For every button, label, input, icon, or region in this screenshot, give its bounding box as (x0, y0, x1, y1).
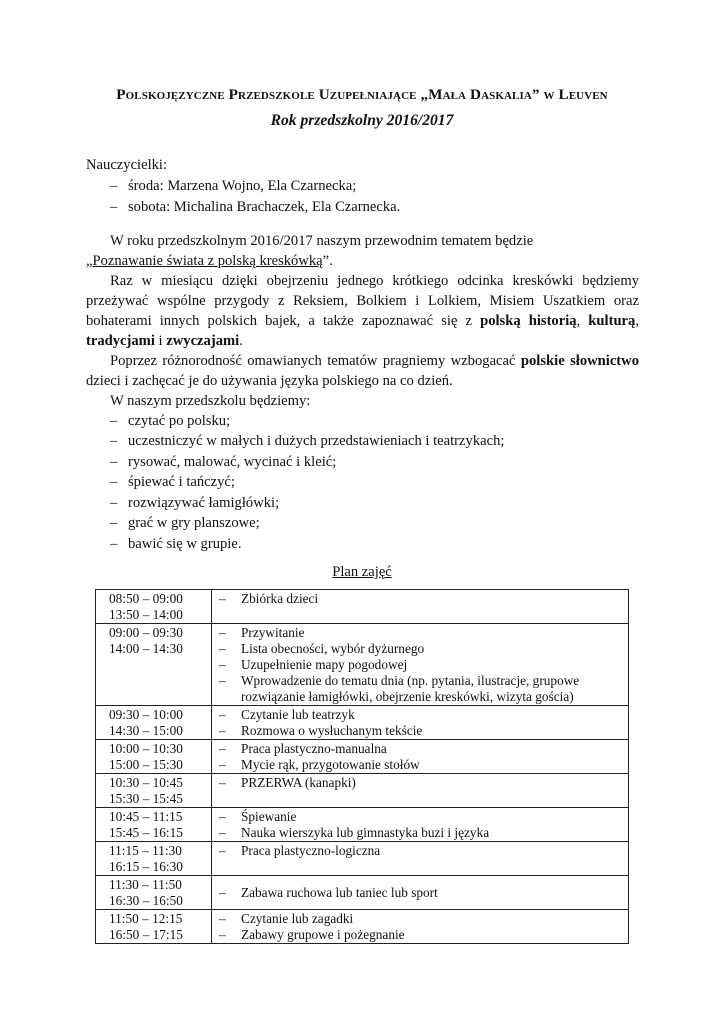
time-cell (96, 590, 212, 624)
activity-cell (212, 808, 629, 842)
activity-item: – rozwiązywać łamigłówki; (110, 495, 280, 511)
document-title: Polskojęzyczne Przedszkole Uzupełniające „Mała Daskalia” w Leuven (116, 86, 608, 103)
schedule-row (96, 876, 629, 910)
teachers-label: Nauczycielki: (86, 157, 168, 173)
schedule-row (96, 910, 629, 944)
time-range: 14:30 – 15:00 (109, 723, 183, 738)
activity-entry: – Rozmowa o wysłuchanym tekście (219, 723, 628, 739)
schedule-table (95, 589, 629, 944)
time-cell (96, 774, 212, 808)
time-range: 13:50 – 14:00 (109, 607, 183, 622)
school-year-subtitle: Rok przedszkolny 2016/2017 (270, 112, 454, 129)
activity-cell (212, 740, 629, 774)
time-range: 11:15 – 11:30 (109, 843, 182, 858)
activity-entry: – PRZERWA (kanapki) (219, 775, 628, 791)
activity-cell (212, 590, 629, 624)
time-cell (96, 842, 212, 876)
activity-entry: – Czytanie lub teatrzyk (219, 707, 628, 723)
theme-title: „Poznawanie świata z polską kreskówką (86, 253, 323, 269)
intro-paragraph-1: W roku przedszkolnym 2016/2017 naszym przewodnim tematem będzie (110, 233, 534, 249)
activity-item: – uczestniczyć w małych i dużych przedstawieniach i teatrzykach; (110, 433, 505, 449)
time-range: 08:50 – 09:00 (109, 591, 183, 606)
activity-entry: – Mycie rąk, przygotowanie stołów (219, 757, 628, 773)
intro-paragraph-3: Poprzez różnorodność omawianych tematów pragniemy wzbogacać polskie słownictwo dzieci i zachęcać je do używania języka polskiego na co dzień. (86, 353, 640, 389)
time-cell (96, 740, 212, 774)
dash-bullet: – (110, 199, 118, 215)
activity-entry: – Praca plastyczno-manualna (219, 741, 628, 757)
schedule-row (96, 590, 629, 624)
time-range: 11:30 – 11:50 (109, 877, 182, 892)
dash-bullet: – (110, 178, 118, 194)
time-range: 15:00 – 15:30 (109, 757, 183, 772)
activity-entry: – Czytanie lub zagadki (219, 911, 628, 927)
activity-item: – śpiewać i tańczyć; (110, 474, 235, 490)
activity-entry-continued: rozwiązanie łamigłówki, obejrzenie kreskówki, wizyta gościa) (241, 689, 574, 704)
time-range: 16:15 – 16:30 (109, 859, 183, 874)
intro-paragraph-2-end: tradycjami i zwyczajami. (86, 333, 243, 349)
activity-cell (212, 910, 629, 944)
schedule-row (96, 808, 629, 842)
activity-cell (212, 706, 629, 740)
activity-item: – bawić się w grupie. (110, 536, 242, 552)
activity-item: – rysować, malować, wycinać i kleić; (110, 454, 337, 470)
time-range: 15:30 – 15:45 (109, 791, 183, 806)
activity-cell (212, 774, 629, 808)
schedule-row (96, 624, 629, 706)
activity-entry: – Wprowadzenie do tematu dnia (np. pytania, ilustracje, grupowe (219, 673, 628, 689)
time-cell (96, 808, 212, 842)
time-cell (96, 706, 212, 740)
intro-paragraph-4: W naszym przedszkolu będziemy: (110, 393, 311, 409)
activity-cell (212, 876, 629, 910)
time-range: 16:30 – 16:50 (109, 893, 183, 908)
activity-item: – grać w gry planszowe; (110, 515, 260, 531)
activity-entry: – Nauka wierszyka lub gimnastyka buzi i języka (219, 825, 628, 841)
activity-entry: – Przywitanie (219, 625, 628, 641)
activity-cell (212, 624, 629, 706)
intro-paragraph-2: Raz w miesiącu dzięki obejrzeniu jednego krótkiego odcinka kreskówki będziemy przeżywać wspólne przygody z Reksiem, Bolkiem i Lolkiem, Misiem Uszatkiem oraz bohaterami innych polskich bajek, a także zapoznawać się z polską historią, kulturą, (86, 273, 639, 329)
schedule-row (96, 740, 629, 774)
time-range: 11:50 – 12:15 (109, 911, 183, 926)
time-range: 10:30 – 10:45 (109, 775, 183, 790)
activity-entry: – Praca plastyczno-logiczna (219, 843, 628, 859)
activity-entry: – Zabawa ruchowa lub taniec lub sport (219, 885, 628, 901)
schedule-row (96, 706, 629, 740)
activity-item: – czytać po polsku; (110, 413, 231, 429)
activity-entry: – Śpiewanie (219, 809, 628, 825)
time-cell (96, 876, 212, 910)
schedule-row (96, 774, 629, 808)
teacher-item: – sobota: Michalina Brachaczek, Ela Czarnecka. (110, 199, 401, 215)
activity-cell (212, 842, 629, 876)
teacher-item: – środa: Marzena Wojno, Ela Czarnecka; (110, 178, 357, 194)
time-cell (96, 910, 212, 944)
time-cell (96, 624, 212, 706)
theme-line: „Poznawanie świata z polską kreskówką”. (86, 253, 333, 269)
activity-entry: – Uzupełnienie mapy pogodowej (219, 657, 628, 673)
time-range: 14:00 – 14:30 (109, 641, 183, 656)
time-range: 09:30 – 10:00 (109, 707, 183, 722)
activity-entry: – Zabawy grupowe i pożegnanie (219, 927, 628, 943)
time-range: 10:45 – 11:15 (109, 809, 183, 824)
time-range: 15:45 – 16:15 (109, 825, 183, 840)
time-range: 09:00 – 09:30 (109, 625, 183, 640)
schedule-row (96, 842, 629, 876)
time-range: 10:00 – 10:30 (109, 741, 183, 756)
activity-entry: – Lista obecności, wybór dyżurnego (219, 641, 628, 657)
time-range: 16:50 – 17:15 (109, 927, 183, 942)
activity-entry: – Zbiórka dzieci (219, 591, 628, 607)
schedule-title: Plan zajęć (332, 564, 392, 580)
